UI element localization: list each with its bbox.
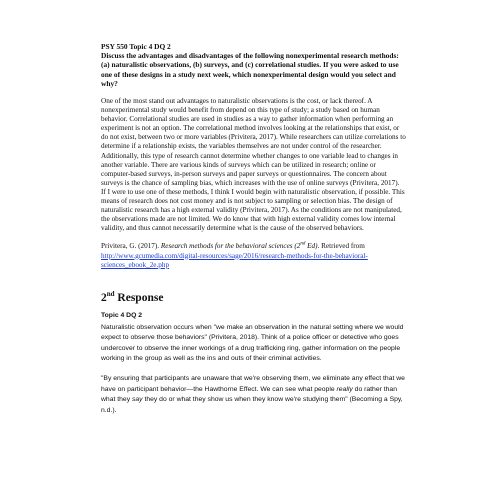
response-paragraph-1: Naturalistic observation occurs when "we make an observation in the natural setting where we would expect to observe those behaviors" (Privitera, 2018). Think of a police officer or detective who goes undercover to observe the inner workings of a drug trafficking ring, gather information on the people working in the group as well as the ins and outs of their criminal activities. (101, 323, 404, 362)
reference-link[interactable]: http://www.gcumedia.com/digital-resources/sage/2016/research-methods-for-the-behavioral-sciences_ebook_2e.php (101, 251, 368, 269)
spacer (101, 364, 406, 374)
reference-entry (101, 242, 406, 269)
reference-prefix: Privitera, G. (2017). (101, 242, 161, 251)
response-quote: "By ensuring that participants are unaware that we're observing them, we eliminate any effect that we have on participant behavior—the Hawthorne Effect. We can see what people really do rather than what they say they do or what they show us when they know we're studying them" (Becoming a Spy, n.d.). (101, 375, 405, 414)
body-paragraph-1: One of the most stand out advantages to naturalistic observations is the cost, or lack thereof. A nonexperimental study would benefit from depend on this type of study; a study based on human behavior. Correlational studies are used in studies as a way to gather information when performing an experiment is not an option. The correlational method involves looking at the relationships that exist, or do not exist, between two or more variables (Privitera, 2017). While researchers can utilize correlations to determine if a relationship exists, the variables themselves are not under control of the researcher. Additionally, this type of research cannot determine whether changes to one variable lead to changes in another variable. There are various kinds of surveys which can be utilized in research; online or computer-based surveys, in-person surveys and paper surveys or questionnaires. The concern about surveys is the chance of sampling bias, which increases with the use of online surveys (Privitera, 2017). (101, 97, 406, 187)
body-paragraph-2: If I were to use one of these methods, I think I would begin with naturalistic observation, if possible. This means of research does not cost money and is not subject to sampling or selection bias. The design of naturalistic research has a high external validity (Privitera, 2017). As the conditions are not manipulated, the observations made are not limited. We do know that with high external validity comes low internal validity, and thus cannot necessarily determine what is the cause of the observed behaviors. (101, 187, 405, 233)
document-title: PSY 550 Topic 4 DQ 2 (101, 42, 171, 51)
response-heading: 2nd Response (101, 289, 164, 304)
response-topic: Topic 4 DQ 2 (101, 311, 143, 319)
discussion-question: Discuss the advantages and disadvantages of the following nonexperimental research methods: (a) naturalistic observations, (b) surveys, and (c) correlational studies. If you were asked to use one of these designs in a study next week, which nonexperimental design would you select and why? (101, 51, 399, 88)
reference-suffix: . Retrieved from (317, 242, 365, 251)
reference-book-title: Research methods for the behavioral sciences (2nd Ed) (160, 242, 318, 251)
document-page (101, 42, 406, 416)
